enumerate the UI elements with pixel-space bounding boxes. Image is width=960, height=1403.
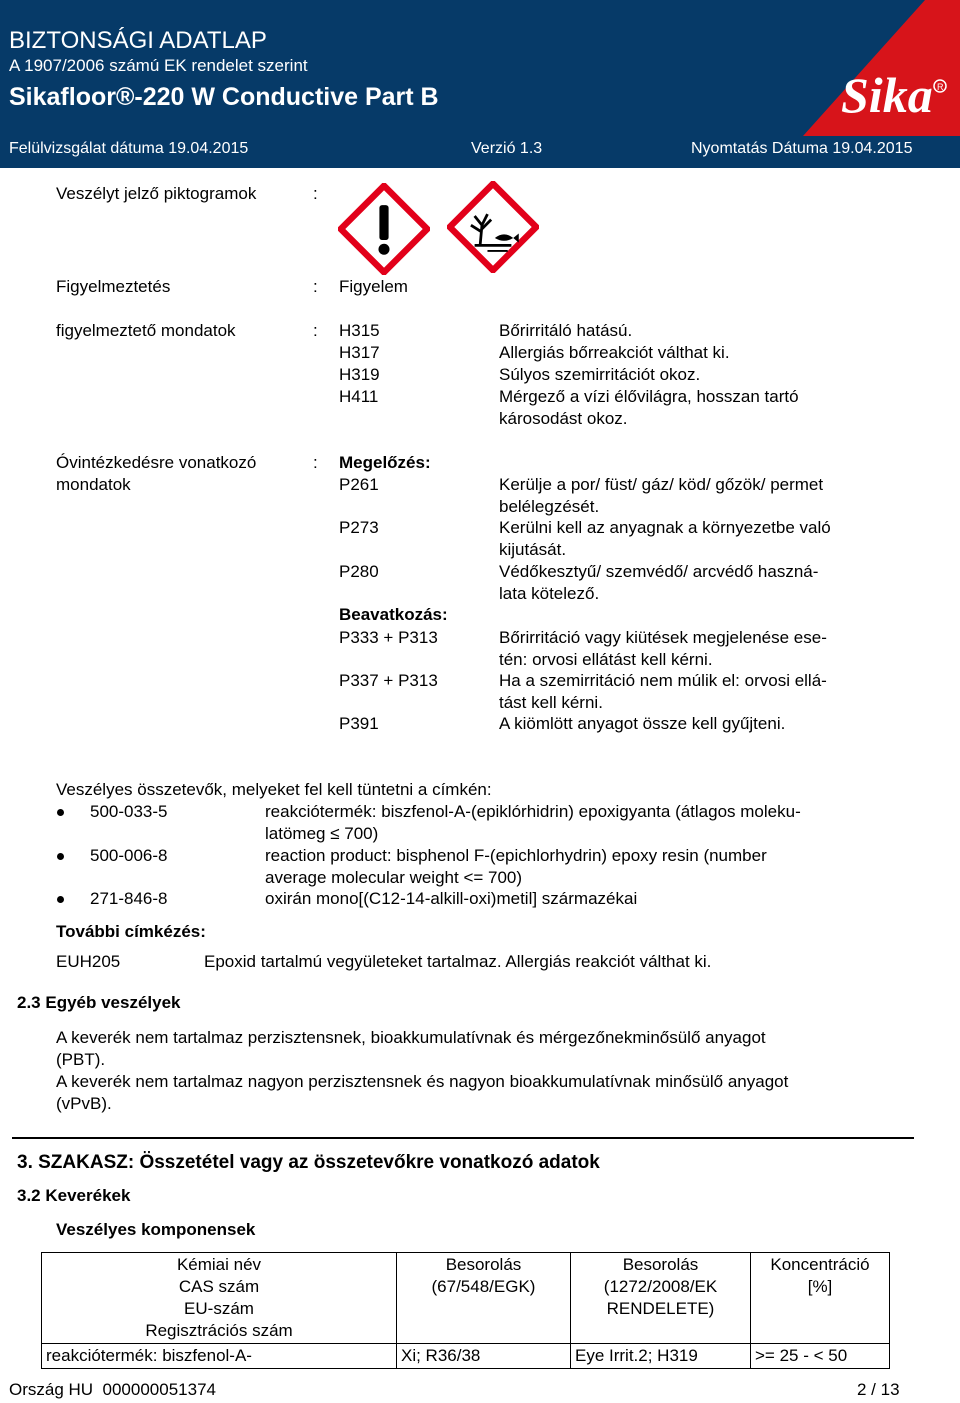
precaution-text: lata kötelező. [499, 584, 600, 603]
euh-text: Epoxid tartalmú vegyületeket tartalmaz. Allergiás reakciót válthat ki. [204, 952, 712, 971]
precaution-text: Bőrirritáció vagy kiütések megjelenése ese- [499, 628, 827, 647]
hazard-text: Súlyos szemirritációt okoz. [499, 365, 701, 384]
precaution-text: tén: orvosi ellátást kell kérni. [499, 650, 713, 669]
precaution-code: P333 + P313 [339, 628, 438, 647]
component-name: reakciótermék: biszfenol-A-(epiklórhidrin) epoxigyanta (átlagos moleku- [265, 802, 801, 821]
exclamation-mark-icon [338, 183, 430, 275]
other-hazards-text: A keverék nem tartalmaz perzisztensnek, bioakkumulatívnak és mérgezőnekminősülő anyagot [56, 1028, 766, 1047]
table-cell: Xi; R36/38 [397, 1344, 571, 1369]
precaution-text: kijutását. [499, 540, 567, 559]
hazard-statements-label: figyelmeztető mondatok [56, 321, 236, 340]
print-date: Nyomtatás Dátuma 19.04.2015 [691, 140, 913, 157]
components-table-title: Veszélyes komponensek [56, 1220, 256, 1239]
precaution-code: P261 [339, 475, 379, 494]
sika-logo [803, 0, 960, 136]
hazard-code: H317 [339, 343, 380, 362]
signal-word-label: Figyelmeztetés [56, 277, 171, 296]
precaution-text: belélegzését. [499, 497, 600, 516]
precautionary-label: mondatok [56, 475, 131, 494]
regulation-reference: A 1907/2006 számú EK rendelet szerint [9, 56, 308, 75]
hazard-statements-colon: : [313, 321, 318, 340]
version-number: Verzió 1.3 [471, 140, 543, 157]
bullet-icon [57, 896, 64, 903]
page-number: 2 / 13 [857, 1380, 900, 1399]
svg-text:R: R [937, 82, 944, 92]
precaution-code: P391 [339, 714, 379, 733]
table-header-cell: Besorolás (67/548/EGK) [397, 1253, 571, 1344]
label-components-heading: Veszélyes összetevők, melyeket fel kell tüntetni a címkén: [56, 780, 492, 799]
hazard-text: Allergiás bőrreakciót válthat ki. [499, 343, 730, 362]
component-name: oxirán mono[(C12-14-alkill-oxi)metil] származékai [265, 889, 638, 908]
component-name: reaction product: bisphenol F-(epichlorhydrin) epoxy resin (number [265, 846, 767, 865]
bullet-icon [57, 853, 64, 860]
signal-word-colon: : [313, 277, 318, 296]
product-name: Sikafloor®-220 W Conductive Part B [9, 83, 439, 111]
precaution-text: Kerülje a por/ füst/ gáz/ köd/ gőzök/ permet [499, 475, 824, 494]
component-name: latömeg ≤ 700) [265, 824, 379, 843]
precaution-code: P337 + P313 [339, 671, 438, 690]
environment-hazard-icon [447, 181, 539, 273]
other-hazards-heading: 2.3 Egyéb veszélyek [17, 993, 181, 1012]
other-hazards-text: (vPvB). [56, 1094, 112, 1113]
hazard-code: H411 [339, 387, 379, 406]
table-header-cell: Besorolás (1272/2008/EK RENDELETE) [571, 1253, 751, 1344]
hazard-text: Mérgező a vízi élővilágra, hosszan tartó [499, 387, 799, 406]
euh-code: EUH205 [56, 952, 121, 971]
signal-word-value: Figyelem [339, 277, 408, 296]
other-hazards-text: (PBT). [56, 1050, 106, 1069]
section3-heading: 3. SZAKASZ: Összetétel vagy az összetevőkre vonatkozó adatok [17, 1152, 600, 1173]
ec-number: 271-846-8 [90, 889, 168, 908]
table-cell: reakciótermék: biszfenol-A- [42, 1344, 397, 1369]
precaution-text: Ha a szemirritáció nem múlik el: orvosi ellá- [499, 671, 827, 690]
table-row [42, 1344, 890, 1369]
table-header-row [42, 1253, 890, 1344]
pictograms-label: Veszélyt jelző piktogramok [56, 184, 257, 203]
response-heading: Beavatkozás: [339, 605, 448, 624]
document-title: BIZTONSÁGI ADATLAP [9, 27, 267, 54]
precaution-code: P273 [339, 518, 379, 537]
ec-number: 500-006-8 [90, 846, 168, 865]
hazard-code: H319 [339, 365, 380, 384]
precautionary-label: Óvintézkedésre vonatkozó [56, 453, 257, 472]
additional-labelling-heading: További címkézés: [56, 922, 206, 941]
table-cell: Eye Irrit.2; H319 [571, 1344, 751, 1369]
component-name: average molecular weight <= 700) [265, 868, 523, 887]
other-hazards-text: A keverék nem tartalmaz nagyon perzisztensnek és nagyon bioakkumulatívnak minősülő anyagot [56, 1072, 789, 1091]
precaution-text: Védőkesztyű/ szemvédő/ arcvédő haszná- [499, 562, 819, 581]
section3-subheading: 3.2 Keverékek [17, 1186, 131, 1205]
precaution-text: tást kell kérni. [499, 693, 603, 712]
hazard-code: H315 [339, 321, 380, 340]
precaution-text: Kerülni kell az anyagnak a környezetbe való [499, 518, 831, 537]
revision-date: Felülvizsgálat dátuma 19.04.2015 [9, 140, 249, 157]
table-cell: >= 25 - < 50 [751, 1344, 890, 1369]
footer-country: Ország HU 000000051374 [9, 1380, 216, 1399]
ec-number: 500-033-5 [90, 802, 168, 821]
table-header-cell: Koncentráció [%] [751, 1253, 890, 1344]
bullet-icon [57, 809, 64, 816]
prevention-heading: Megelőzés: [339, 453, 431, 472]
precautionary-colon: : [313, 453, 318, 472]
table-header-cell: Kémiai név CAS szám EU-szám Regisztrációs szám [42, 1253, 397, 1344]
precaution-code: P280 [339, 562, 379, 581]
hazard-text: károsodást okoz. [499, 409, 628, 428]
precaution-text: A kiömlött anyagot össze kell gyűjteni. [499, 714, 786, 733]
components-table [41, 1252, 890, 1369]
logo-wordmark: Sika [841, 67, 933, 123]
hazard-text: Bőrirritáló hatású. [499, 321, 633, 340]
pictograms-colon: : [313, 184, 318, 203]
section-divider [12, 1137, 914, 1139]
